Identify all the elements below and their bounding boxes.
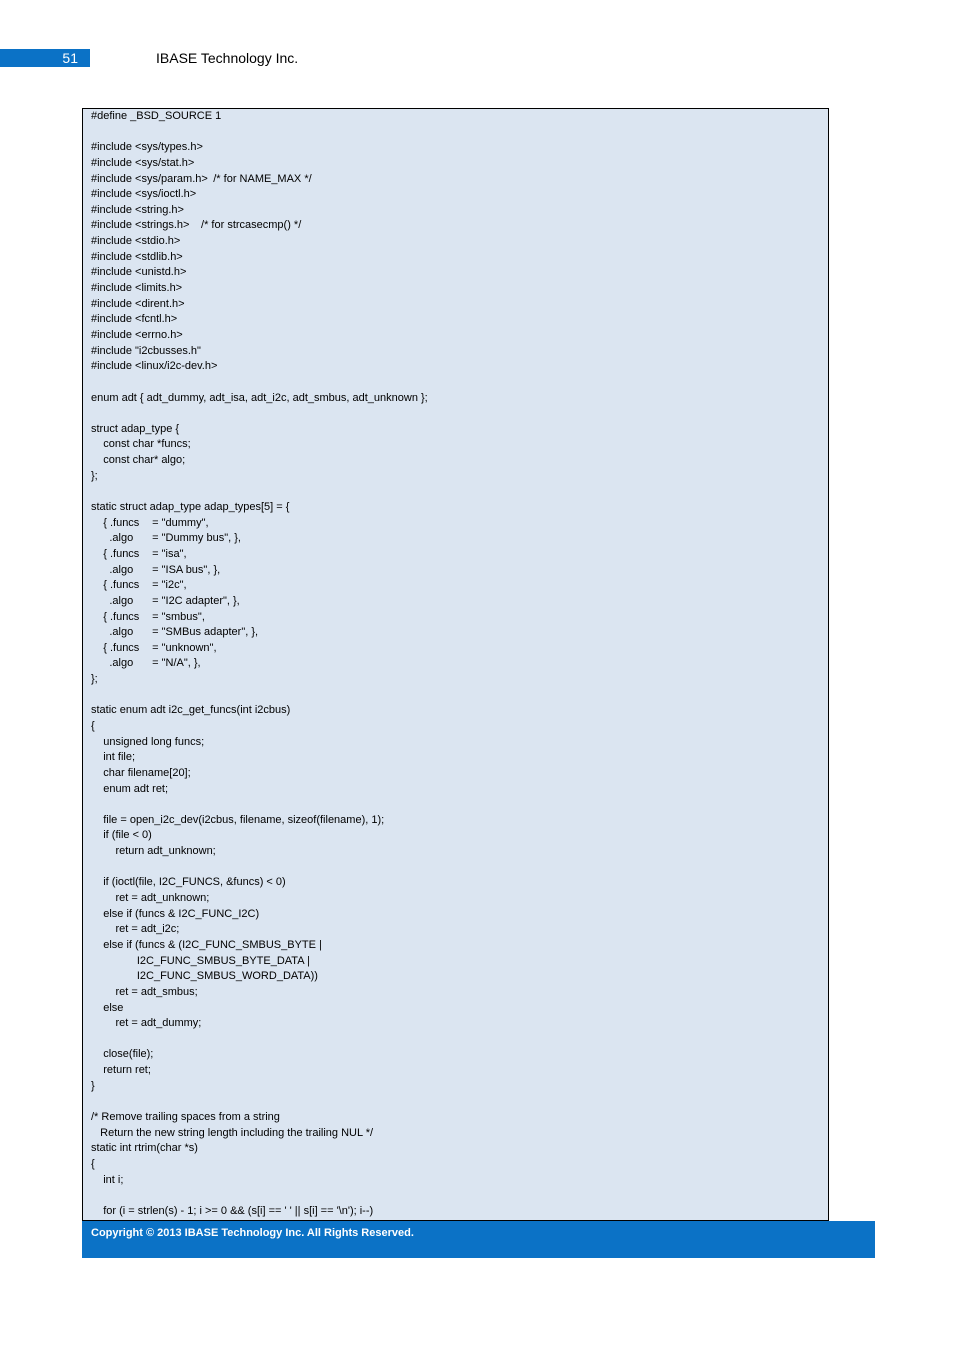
code-line: return ret; [91, 1064, 151, 1077]
code-line: #include <sys/types.h> [91, 141, 203, 154]
code-line: ret = adt_i2c; [91, 923, 180, 936]
code-line: enum adt { adt_dummy, adt_isa, adt_i2c, adt_smbus, adt_unknown }; [91, 391, 428, 404]
code-line: I2C_FUNC_SMBUS_BYTE_DATA | [91, 954, 310, 967]
code-line: { .funcs = "dummy", [91, 516, 209, 529]
code-line: #include <strings.h> /* for strcasecmp() */ [91, 219, 302, 232]
code-line: else [91, 1001, 124, 1014]
code-listing-box [82, 108, 829, 1221]
code-line [91, 688, 428, 704]
code-line: #include <string.h> [91, 203, 184, 216]
code-line: static int rtrim(char *s) [91, 1142, 198, 1155]
code-line: if (ioctl(file, I2C_FUNCS, &funcs) < 0) [91, 876, 286, 889]
code-line [91, 125, 428, 141]
code-line: .algo = "SMBus adapter", }, [91, 626, 259, 639]
code-line: file = open_i2c_dev(i2cbus, filename, sizeof(filename), 1); [91, 813, 385, 826]
code-line: #include <fcntl.h> [91, 313, 178, 326]
code-line [91, 860, 428, 876]
code-line: } [91, 1079, 95, 1092]
code-line: if (file < 0) [91, 829, 152, 842]
code-line: { .funcs = "i2c", [91, 579, 187, 592]
code-line: .algo = "N/A", }, [91, 657, 201, 670]
code-line [91, 484, 428, 500]
code-line: #include <errno.h> [91, 328, 183, 341]
code-line: #include <sys/ioctl.h> [91, 188, 197, 201]
page-number-bar [0, 49, 90, 67]
code-line: ret = adt_unknown; [91, 892, 210, 905]
code-line: const char *funcs; [91, 438, 191, 451]
code-line: Return the new string length including the trailing NUL */ [91, 1126, 374, 1139]
code-line: struct adap_type { [91, 422, 180, 435]
code-line: { .funcs = "unknown", [91, 641, 217, 654]
code-line: #include <limits.h> [91, 282, 183, 295]
code-line: close(file); [91, 1048, 154, 1061]
code-line [91, 1094, 428, 1110]
code-line: #include <stdio.h> [91, 235, 181, 248]
code-line: else if (funcs & I2C_FUNC_I2C) [91, 907, 260, 920]
page-number: 51 [62, 50, 78, 66]
code-line: static struct adap_type adap_types[5] = { [91, 501, 290, 514]
code-line: .algo = "ISA bus", }, [91, 563, 221, 576]
code-line: else if (funcs & (I2C_FUNC_SMBUS_BYTE | [91, 938, 322, 951]
code-line [91, 375, 428, 391]
code-line: for (i = strlen(s) - 1; i >= 0 && (s[i] == ' ' || s[i] == '\n'); i--) [91, 1204, 374, 1217]
code-line: I2C_FUNC_SMBUS_WORD_DATA)) [91, 970, 318, 983]
code-line: unsigned long funcs; [91, 735, 205, 748]
code-line: int file; [91, 751, 136, 764]
code-line [91, 797, 428, 813]
code-line: return adt_unknown; [91, 845, 216, 858]
code-line: { .funcs = "smbus", [91, 610, 205, 623]
code-line: #include <sys/stat.h> [91, 156, 195, 169]
code-listing [91, 109, 428, 1219]
code-line: #define _BSD_SOURCE 1 [91, 110, 222, 122]
code-line: { [91, 1157, 95, 1170]
code-line: #include <linux/i2c-dev.h> [91, 360, 218, 373]
code-line: .algo = "I2C adapter", }, [91, 594, 240, 607]
code-line: char filename[20]; [91, 766, 191, 779]
code-line: }; [91, 469, 98, 482]
footer-bar [82, 1221, 875, 1258]
code-line: /* Remove trailing spaces from a string [91, 1111, 280, 1123]
code-line: #include <stdlib.h> [91, 250, 183, 263]
copyright-notice: Copyright © 2013 IBASE Technology Inc. All Rights Reserved. [91, 1227, 414, 1239]
code-line: #include "i2cbusses.h" [91, 344, 201, 357]
code-line: const char* algo; [91, 454, 186, 467]
code-line: static enum adt i2c_get_funcs(int i2cbus) [91, 704, 291, 717]
code-line: #include <unistd.h> [91, 266, 187, 279]
code-line: { [91, 719, 95, 732]
company-header: IBASE Technology Inc. [156, 50, 299, 66]
code-line: ret = adt_smbus; [91, 985, 198, 998]
code-line: }; [91, 673, 98, 686]
code-line [91, 1032, 428, 1048]
code-line: { .funcs = "isa", [91, 547, 187, 560]
code-line: #include <sys/param.h> /* for NAME_MAX */ [91, 172, 312, 185]
code-line: #include <dirent.h> [91, 297, 185, 310]
code-line: .algo = "Dummy bus", }, [91, 532, 241, 545]
code-line [91, 1188, 428, 1204]
code-line [91, 406, 428, 422]
code-line: enum adt ret; [91, 782, 169, 795]
code-line: int i; [91, 1173, 124, 1186]
code-line: ret = adt_dummy; [91, 1017, 202, 1030]
